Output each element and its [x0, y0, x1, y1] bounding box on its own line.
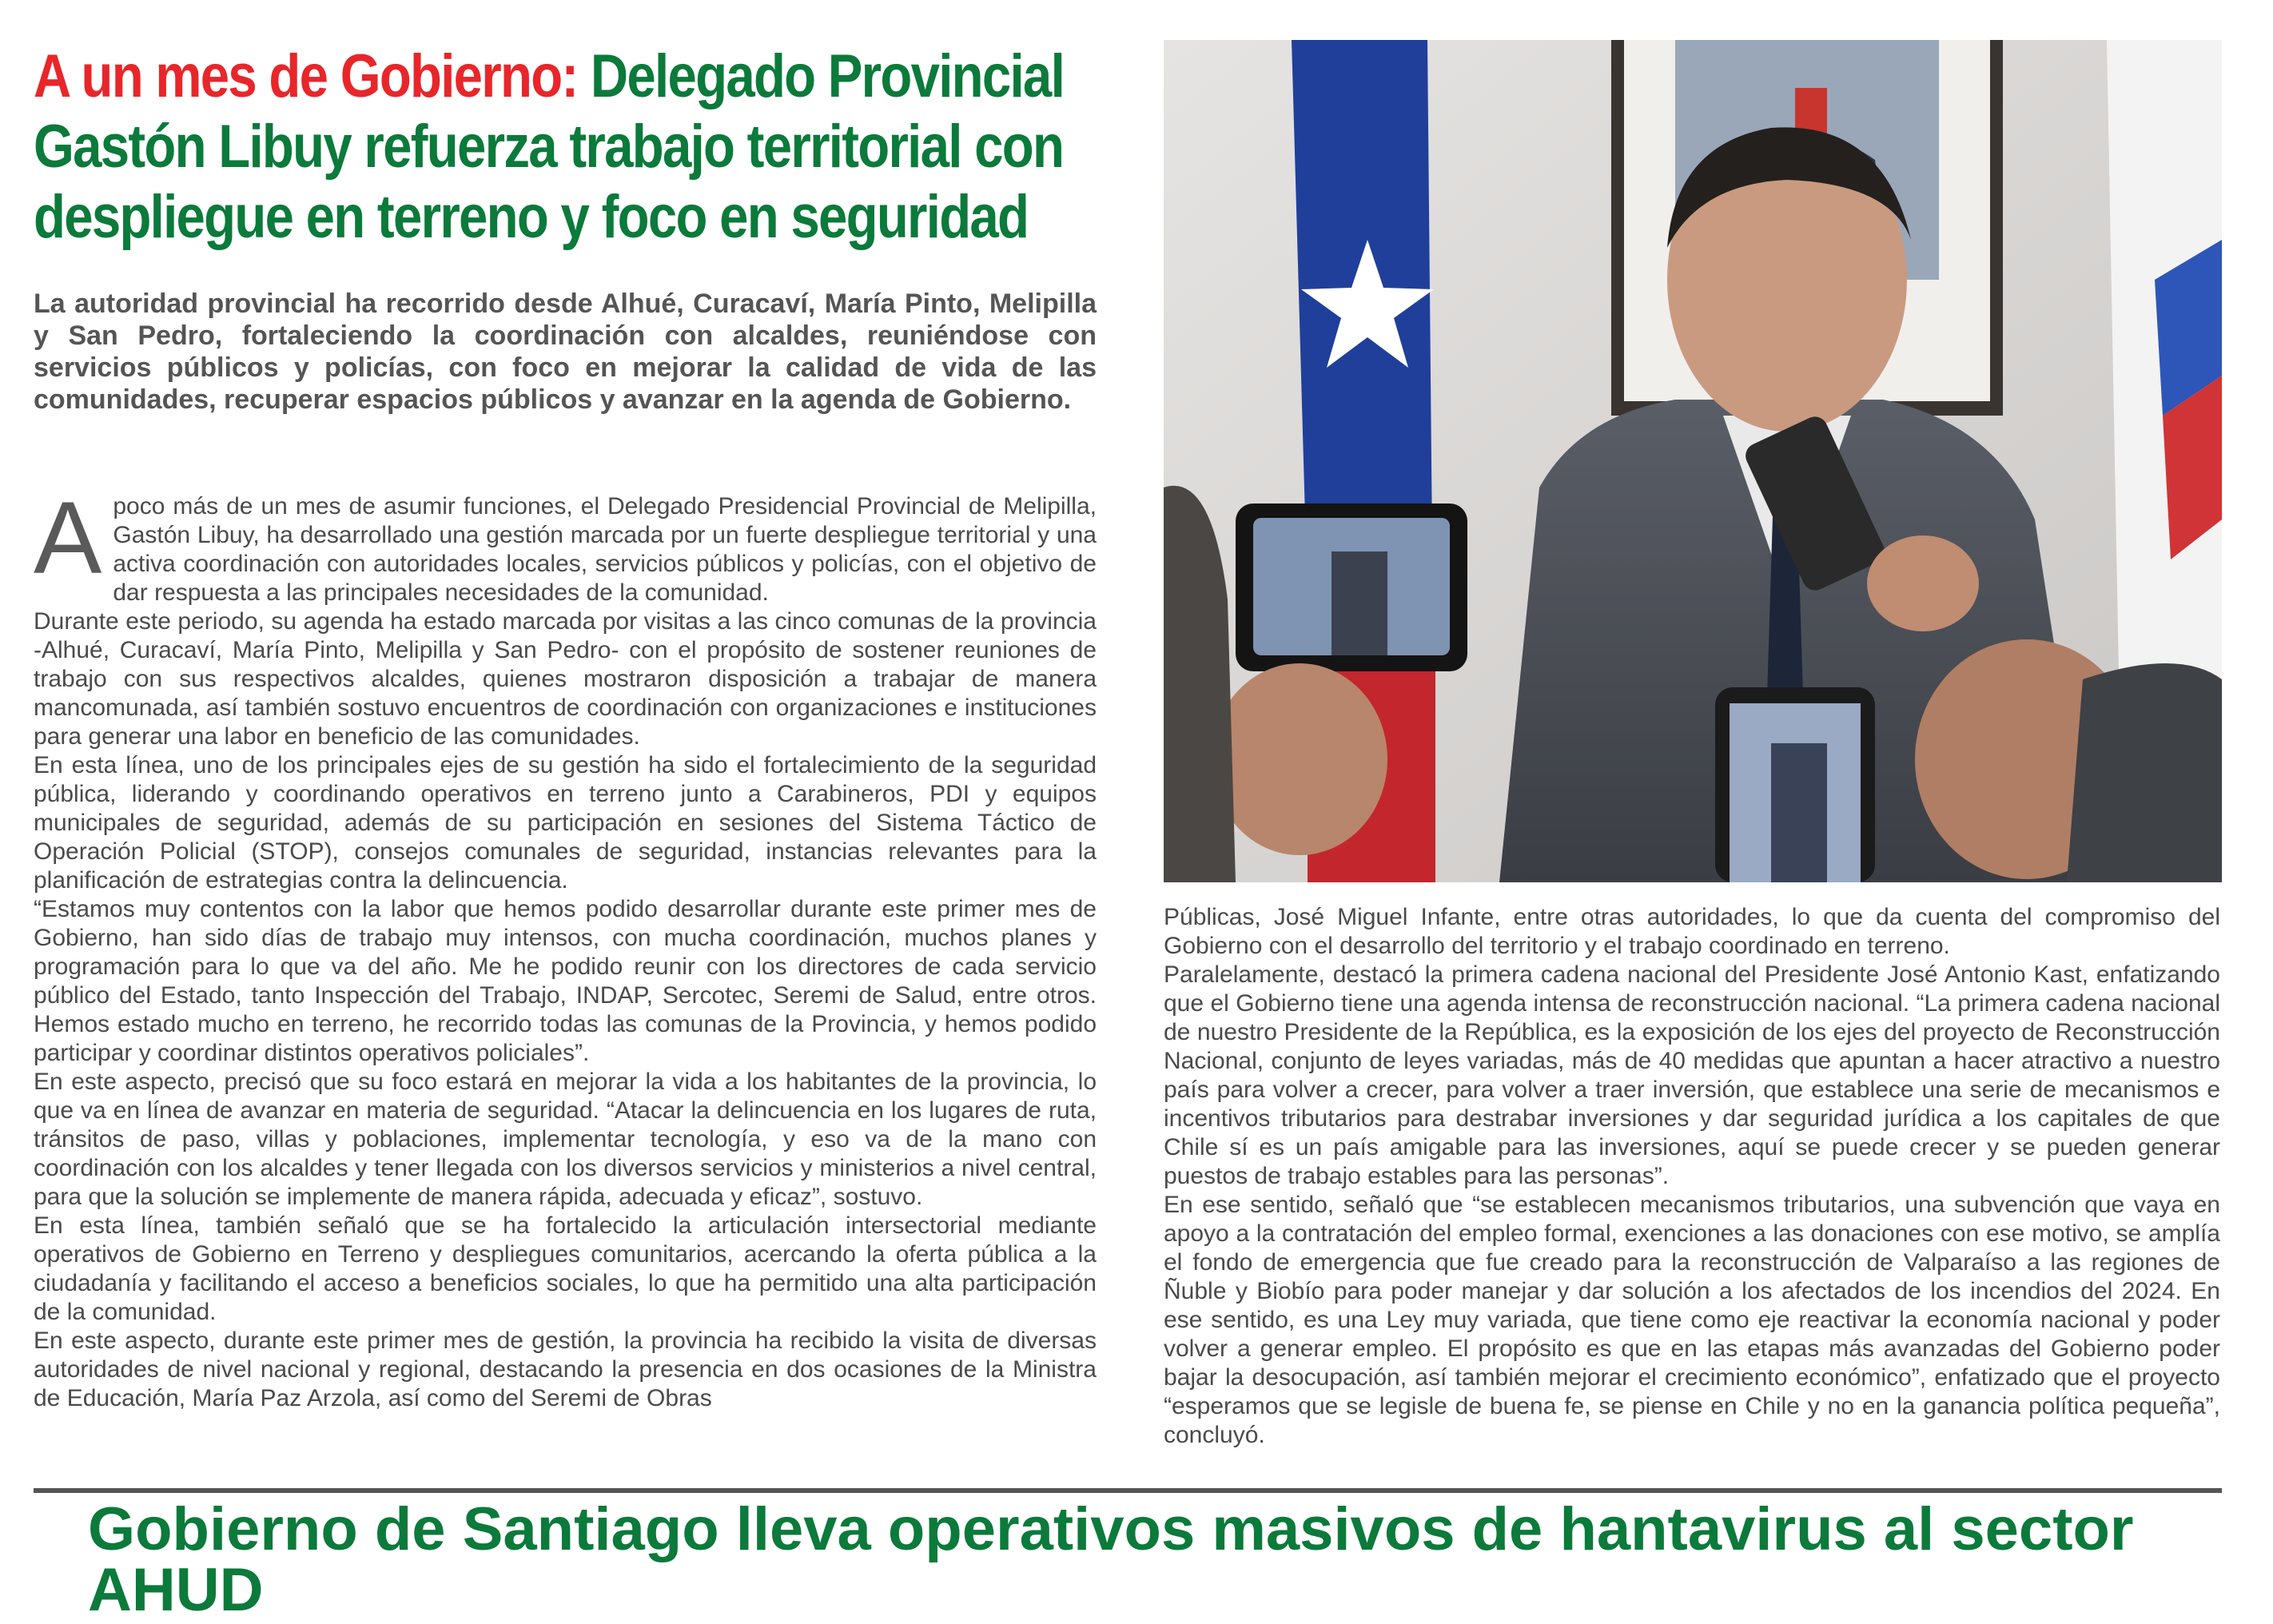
drop-cap: A — [34, 481, 102, 595]
body-paragraph-4-quote: “Estamos muy contentos con la labor que hemos podido desarrollar durante este primer mes de Gobierno, han sido días de trabajo muy intensos, con mucha coordinación, muchos planes y programación para lo que va del año. Me he podido reunir con los directores de cada servicio público del Estado, tanto Inspección del Trabajo, INDAP, Sercotec, Seremi de Salud, entre otros. Hemos estado mucho en terreno, he recorrido todas las comunas de la Provincia, y hemos podido participar y coordinar distintos operativos policiales”. — [34, 896, 1097, 1066]
headline-kicker: A un mes de Gobierno: — [34, 42, 578, 110]
article-headline — [34, 42, 1106, 253]
body-paragraph-3: En esta línea, uno de los principales ejes de su gestión ha sido el fortalecimiento de la seguridad pública, liderando y coordinando operativos en terreno junto a Carabineros, PDI y equipos municipales de seguridad, además de su participación en sesiones del Sistema Táctico de Operación Policial (STOP), consejos comunales de seguridad, instancias relevantes para la planificación de estrategias contra la delincuencia. — [34, 752, 1097, 894]
next-article-headline — [88, 1495, 2198, 1624]
section-divider — [34, 1488, 2222, 1493]
press-interview-photo — [1164, 40, 2222, 882]
body-paragraph-7: En este aspecto, durante este primer mes de gestión, la provincia ha recibido la visita de diversas autoridades de nivel nacional y regional, destacando la presencia en dos ocasiones de la Ministra de Educación, María Paz Arzola, así como del Seremi de Obras — [34, 1327, 1097, 1411]
body-paragraph-5: En este aspecto, precisó que su foco estará en mejorar la vida a los habitantes de la provincia, lo que va en línea de avanzar en materia de seguridad. “Atacar la delincuencia en los lugares de ruta, tránsitos de paso, villas y poblaciones, implementar tecnología, y eso va de la mano con coordinación con los alcaldes y tener llegada con los diversos servicios y ministerios a nivel central, para que la solución se implemente de manera rápida, adecuada y eficaz”, sostuvo. — [34, 1069, 1097, 1210]
article-lead: La autoridad provincial ha recorrido desde Alhué, Curacaví, María Pinto, Melipilla y San Pedro, fortaleciendo la coordinación con alcaldes, reuniéndose con servicios públicos y policías, con foco en mejorar la calidad de vida de las comunidades, recuperar espacios públicos y avanzar en la agenda de Gobierno. — [34, 289, 1097, 415]
article-body-left-column — [34, 481, 1097, 1483]
next-article-headline-text: Gobierno de Santiago lleva operativos masivos de hantavirus al sector AHUD — [88, 1495, 2134, 1624]
article-photo — [1164, 40, 2222, 882]
body-paragraph-6: En esta línea, también señaló que se ha fortalecido la articulación intersectorial mediante operativos de Gobierno en Terreno y despliegues comunitarios, acercando la oferta pública a la ciudadanía y facilitando el acceso a beneficios sociales, lo que ha permitido una alta participación de la comunidad. — [34, 1212, 1097, 1325]
body-paragraph-1-text: poco más de un mes de asumir funciones, el Delegado Presidencial Provincial de Melipilla, Gastón Libuy, ha desarrollado una gestión marcada por un fuerte despliegue territorial y una activa coordinación con autoridades locales, servicios públicos y policías, con el objetivo de dar respuesta a las principales necesidades de la comunidad. — [113, 493, 1097, 606]
headline-title: Delegado Provincial Gastón Libuy refuerza trabajo territorial con despliegue en terreno y foco en seguridad — [34, 42, 1065, 251]
body-paragraph-10: En ese sentido, señaló que “se establecen mecanismos tributarios, una subvención que vaya en apoyo a la contratación del empleo formal, exenciones a las donaciones con ese motivo, se amplía el fondo de emergencia que fue creado para la reconstrucción de Valparaíso a las regiones de Ñuble y Biobío para poder manejar y dar solución a los afectados de los incendios del 2024. En ese sentido, es una Ley muy variada, que tiene como eje reactivar la economía nacional y poder volver a generar empleo. El propósito es que en las etapas más avanzadas del Gobierno poder bajar la desocupación, así también mejorar el crecimiento económico”, enfatizado que el proyecto “esperamos que se legisle de buena fe, se piense en Chile y no en la ganancia política pequeña”, concluyó. — [1164, 1192, 2220, 1448]
body-paragraph-8: Públicas, José Miguel Infante, entre otras autoridades, lo que da cuenta del compromiso del Gobierno con el desarrollo del territorio y el trabajo coordinado en terreno. — [1164, 904, 2220, 959]
body-paragraph-2: Durante este periodo, su agenda ha estado marcada por visitas a las cinco comunas de la provincia -Alhué, Curacaví, María Pinto, Melipilla y San Pedro- con el propósito de sostener reuniones de trabajo con sus respectivos alcaldes, quienes mostraron disposición a trabajar de manera mancomunada, así también sostuvo encuentros de coordinación con organizaciones e instituciones para generar una labor en beneficio de las comunidades. — [34, 608, 1097, 750]
body-paragraph-9-quote: Paralelamente, destacó la primera cadena nacional del Presidente José Antonio Kast, enfatizando que el Gobierno tiene una agenda intensa de reconstrucción nacional. “La primera cadena nacional de nuestro Presidente de la República, es la exposición de los ejes del proyecto de Reconstrucción Nacional, conjunto de leyes variadas, más de 40 medidas que apuntan a hacer atractivo a nuestro país para volver a crecer, para volver a traer inversión, que establece una serie de mecanismos e incentivos tributarios para destrabar inversiones y dar seguridad jurídica a los capitales de que Chile sí es un país amigable para las inversiones, aquí se puede crecer y se pueden generar puestos de trabajo estables para las personas”. — [1164, 961, 2220, 1189]
body-paragraph-1 — [34, 481, 1097, 607]
article-body-right-column — [1164, 903, 2220, 1495]
